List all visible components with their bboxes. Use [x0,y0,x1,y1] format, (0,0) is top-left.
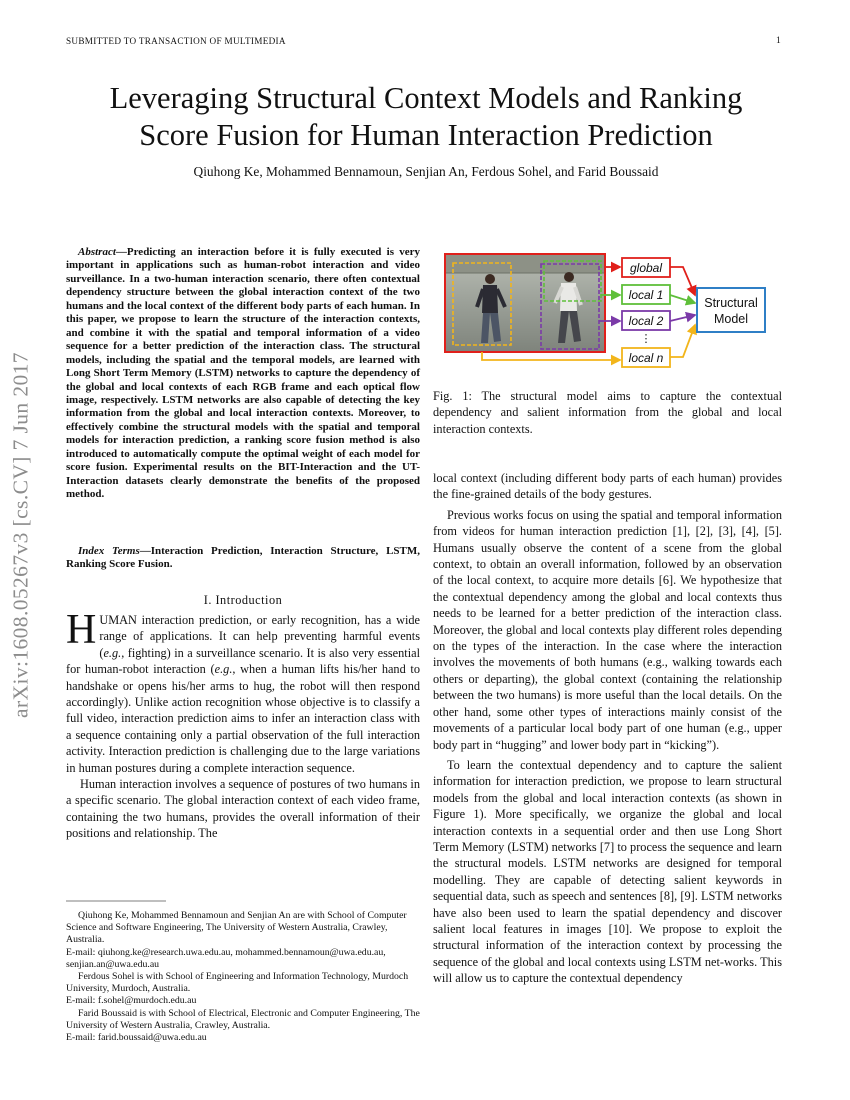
model-label-2: Model [713,312,749,326]
abstract-text: —Predicting an interaction before it is fully executed is very important in applications such as human-robot interaction and video surveillance. In a two-human interaction scenario, there often contextual dependency structure between the global interaction context of the two humans and the local context of the different body parts of each human. In this paper, we propose to learn the structure of the interaction contexts, and combine it with the spatial and temporal information of a video sequence for a better prediction of the interaction class. The structural models, including the spatial and the temporal models, are learned with Long Short Term Memory (LSTM) networks to capture the dependency of the global and local contexts of each RGB frame and each optical flow image, respectively. LSTM networks are also capable of detecting the key information from the global and local interaction contexts. Moreover, to effectively combine the structural models with the spatial and temporal models for interaction prediction, a ranking score fusion method is also introduced to automatically compute the optimal weight of each model for score fusion. Experimental results on the BIT-Interaction and the UT-Interaction datasets clearly demonstrate the benefits of the proposed method. [66,246,420,501]
arrow-global-model [670,267,695,295]
title-line-2: Score Fusion for Human Interaction Prediction [139,118,713,152]
introduction-body [66,607,420,842]
label-local2: local 2 [628,314,664,328]
drop-cap: H [66,607,97,653]
arrow-local2-model [670,315,695,321]
right-paragraph-2: To learn the contextual dependency and to capture the salient information for interaction prediction, we propose to learn structural models from the global and local interaction contexts (as shown in Figure 1). More specifically, we organize the global and local interaction contexts in a sequential order and then use Long Short Term Memory (LSTM) networks [7] to process the sequence and learn the structural models. LSTM networks are designed for temporal modelling. They are capable of detecting salient keywords in sequential data, such as speech and sentences [8], [9]. LSTM networks have also been used to learn the spatial dependency and discover salient local features in images [10]. We propose to exploit the structural information of the interaction context by processing the sequence of the global and local contexts using LSTM net-works. This will allow us to capture the contextual dependency [433,757,782,986]
intro-eg-2: e.g. [214,662,233,677]
label-local1: local 1 [628,288,664,302]
video-frame [446,255,604,351]
label-dots: ⋮ [640,332,652,345]
intro-text-c: , when a human lifts his/her hand to handshake or opens his/her arms to hug, the robot will then respond accordingly). Unlike action recognition whose objective is to classify a full video, interaction prediction aims to infer an interaction class with a sequence containing only a partial observation of the full interaction activity. Interaction prediction is challenging due to the large variations in human postures during a complete interaction sequence. [66,662,420,775]
footnotes [66,910,420,1044]
index-terms [66,545,420,572]
footnote-3: Farid Boussaid is with School of Electrical, Electronic and Computer Engineering, The University of Western Australia, Crawley, Australia. [66,1007,420,1031]
right-paragraph-0: local context (including different body parts of each human) provides the fine-grained details of the body gestures. [433,471,782,502]
label-global: global [629,261,663,275]
footnote-rule [66,900,166,902]
right-column-body [433,470,782,987]
footnote-2-email: E-mail: f.sohel@murdoch.edu.au [66,995,197,1007]
intro-text-b: , fighting) in a surveillance scenario. It is also very essential for human-robot interaction ( [66,645,420,677]
page-number: 1 [776,36,781,46]
index-terms-text: —Interaction Prediction, Interaction Structure, LSTM, Ranking Score Fusion. [66,545,420,571]
title-line-1: Leveraging Structural Context Models and Ranking [109,81,743,115]
author-list: Qiuhong Ke, Mohammed Bennamoun, Senjian An, Ferdous Sohel, and Farid Boussaid [193,164,659,179]
figure-1 [443,251,788,377]
figure-caption: Fig. 1: The structural model aims to capture the contextual dependency and salient information from the global and local interaction contexts. [433,389,782,436]
intro-text-a: UMAN interaction prediction, or early recognition, has a wide range of applications. It can help preventing harmful events ( [99,613,420,660]
intro-paragraph-2: Human interaction involves a sequence of postures of two humans in a specific scenario. The global interaction context of each video frame, containing the two humans, provides the overall information of their positions and relationship. The [66,777,420,841]
intro-eg-1: e.g. [103,645,122,660]
intro-paragraph-1 [66,607,420,776]
arrow-localn-model [670,325,695,357]
arrow-local1-model [670,295,695,303]
label-localn: local n [628,351,664,365]
footnote-2: Ferdous Sohel is with School of Engineering and Information Technology, Murdoch University, Murdoch, Australia. [66,971,409,995]
abstract [66,246,420,502]
section-heading: I. Introduction [203,593,283,607]
abstract-lead: Abstract [78,246,116,258]
model-label-1: Structural [704,296,758,310]
arrow-localn [482,352,620,360]
arxiv-id: arXiv:1608.05267v3 [cs.CV] 7 Jun 2017 [8,352,33,718]
footnote-1-email: E-mail: qiuhong.ke@research.uwa.edu.au, mohammed.bennamoun@uwa.edu.au, senjian.an@uwa.edu.au [66,946,386,970]
running-header: SUBMITTED TO TRANSACTION OF MULTIMEDIA [66,36,286,46]
footnote-1: Qiuhong Ke, Mohammed Bennamoun and Senjian An are with School of Computer Science and Software Engineering, The University of Western Australia, Crawley, Australia. [66,910,407,946]
right-paragraph-1: Previous works focus on using the spatial and temporal information from videos for human interaction prediction [1], [2], [3], [4], [5]. Humans usually observe the content of a scene from the global context, to obtain an overall information, followed by an observation of the local context, to acquire more details [6]. We hypothesize that the contextual dependency among the global and local contexts thus needs to be learned for a better prediction of the interaction class. Moreover, the global and local contexts play different roles depending on the types of the interaction. In the case where the interaction involves the movements of both humans (e.g., walking towards each others or departing), the global context (containing the relationship between the two humans) is more useful than the local details. On the other hand, some other types of interactions mainly consist of the movements of a particular local body part of one human (e.g., upper body part in “hugging” and lower body part in “kicking”). [433,507,782,752]
arxiv-stamp [10,320,32,750]
paper-title [60,80,792,154]
index-terms-lead: Index Terms [78,545,140,557]
footnote-3-email: E-mail: farid.boussaid@uwa.edu.au [66,1032,207,1044]
